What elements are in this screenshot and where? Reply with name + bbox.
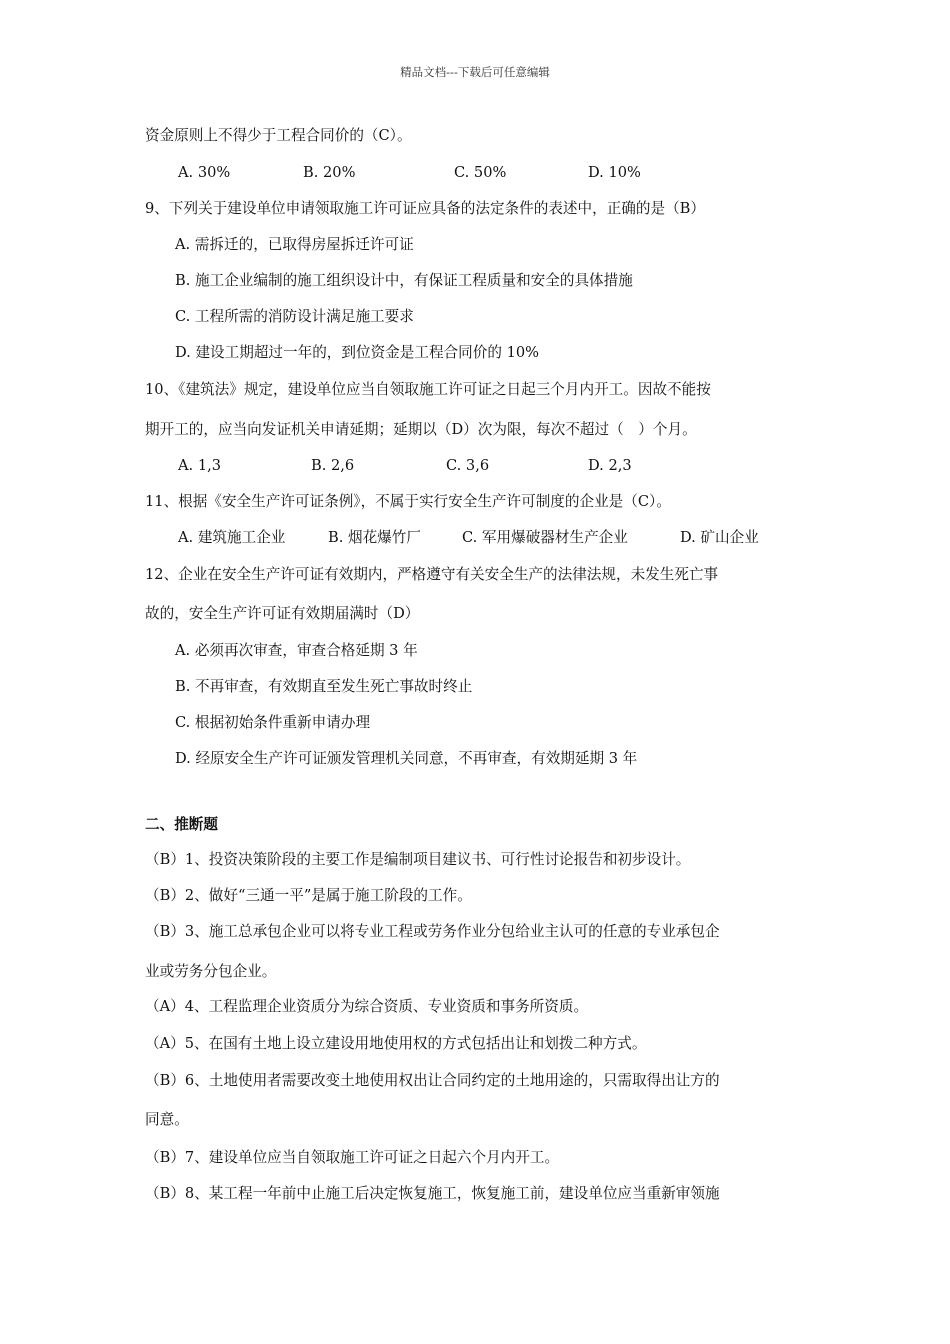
option-d: D. 10% xyxy=(588,164,641,181)
judgment-1: （B）1、投资决策阶段的主要工作是编制项目建议书、可行性讨论报告和初步设计。 xyxy=(145,851,691,868)
option-b: B. 2,6 xyxy=(311,457,355,474)
option-a: A. 30% xyxy=(178,164,231,181)
judgment-6-continued: 同意。 xyxy=(145,1111,189,1128)
option-a: A. 建筑施工企业 xyxy=(178,529,286,546)
option-a: A. 1,3 xyxy=(178,457,222,474)
question-10: 10、《建筑法》规定，建设单位应当自领取施工许可证之日起三个月内开工。因故不能按 xyxy=(145,381,711,398)
option-c: C. 3,6 xyxy=(446,457,490,474)
judgment-6: （B）6、土地使用者需要改变土地使用权出让合同约定的土地用途的，只需取得出让方的 xyxy=(145,1072,720,1089)
judgment-3: （B）3、施工总承包企业可以将专业工程或劳务作业分包给业主认可的任意的专业承包企 xyxy=(145,923,720,940)
question-12: 12、企业在安全生产许可证有效期内，严格遵守有关安全生产的法律法规，未发生死亡事 xyxy=(145,566,719,583)
option-c: C. 工程所需的消防设计满足施工要求 xyxy=(175,308,414,325)
question-10-continued: 期开工的，应当向发证机关申请延期；延期以（D）次为限，每次不超过（ ）个月。 xyxy=(145,421,697,438)
option-a: A. 需拆迁的，已取得房屋拆迁许可证 xyxy=(175,236,414,253)
option-a: A. 必须再次审查，审查合格延期 3 年 xyxy=(175,642,418,659)
option-b: B. 施工企业编制的施工组织设计中，有保证工程质量和安全的具体措施 xyxy=(175,272,633,289)
section-title: 二、推断题 xyxy=(145,816,218,833)
option-d: D. 2,3 xyxy=(588,457,632,474)
judgment-3-continued: 业或劳务分包企业。 xyxy=(145,963,277,980)
option-c: C. 50% xyxy=(454,164,507,181)
question-11: 11、根据《安全生产许可证条例》，不属于实行安全生产许可制度的企业是（C）。 xyxy=(145,493,671,510)
option-d: D. 经原安全生产许可证颁发管理机关同意，不再审查，有效期延期 3 年 xyxy=(175,750,638,767)
judgment-7: （B）7、建设单位应当自领取施工许可证之日起六个月内开工。 xyxy=(145,1149,560,1166)
judgment-5: （A）5、在国有土地上设立建设用地使用权的方式包括出让和划拨二种方式。 xyxy=(145,1035,647,1052)
page-header: 精品文档---下载后可任意编辑 xyxy=(400,65,550,79)
option-d: D. 矿山企业 xyxy=(680,529,759,546)
judgment-4: （A）4、工程监理企业资质分为综合资质、专业资质和事务所资质。 xyxy=(145,998,589,1015)
option-b: B. 20% xyxy=(303,164,356,181)
judgment-2: （B）2、做好“三通一平”是属于施工阶段的工作。 xyxy=(145,887,472,904)
text-line: 资金原则上不得少于工程合同价的（C）。 xyxy=(145,127,412,144)
option-b: B. 不再审查，有效期直至发生死亡事故时终止 xyxy=(175,678,473,695)
option-c: C. 根据初始条件重新申请办理 xyxy=(175,714,371,731)
option-b: B. 烟花爆竹厂 xyxy=(328,529,421,546)
judgment-8: （B）8、某工程一年前中止施工后决定恢复施工，恢复施工前，建设单位应当重新审领施 xyxy=(145,1185,720,1202)
question-12-continued: 故的，安全生产许可证有效期届满时（D） xyxy=(145,605,420,622)
option-d: D. 建设工期超过一年的，到位资金是工程合同价的 10% xyxy=(175,344,540,361)
option-c: C. 军用爆破器材生产企业 xyxy=(462,529,628,546)
question-9: 9、下列关于建设单位申请领取施工许可证应具备的法定条件的表述中，正确的是（B） xyxy=(145,200,705,217)
